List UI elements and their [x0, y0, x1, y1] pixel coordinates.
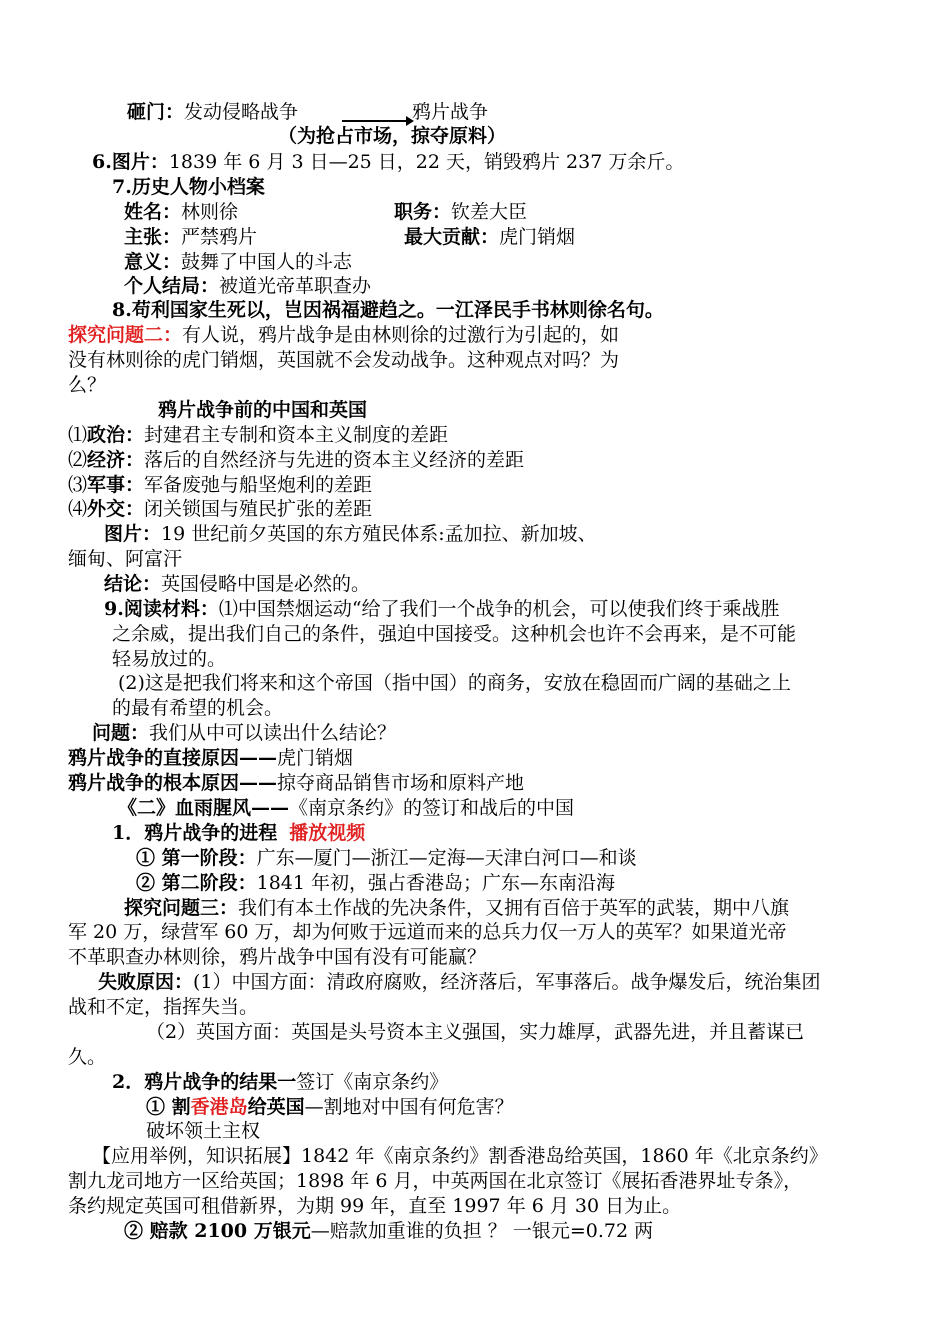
war-result — [112, 1070, 448, 1094]
stage-one-value: 广东—厦门—浙江—定海—天津白河口—和谈 — [256, 847, 637, 869]
apply-line2: 割九龙司地方一区给英国；1898 年 6 月，中英两国在北京签订《展拓香港界址专条》， — [68, 1170, 803, 1192]
war-process-key: 1．鸦片战争的进程 — [112, 822, 278, 844]
profile-ending-value: 被道光帝革职查办 — [219, 275, 372, 297]
picture-line-6 — [92, 150, 684, 174]
play-video-link[interactable]: 播放视频 — [289, 822, 366, 844]
result-one-answer: 破坏领土主权 — [146, 1120, 261, 1142]
profile-title — [394, 200, 527, 224]
question-two-text: 有人说，鸦片战争是由林则徐的过激行为引起的，如 — [182, 324, 620, 346]
apply-line3: 条约规定英国可租借新界，为期 99 年，直至 1997 年 6 月 30 日为止。 — [68, 1195, 682, 1217]
colonial-picture-line2: 缅甸、阿富汗 — [68, 548, 183, 570]
reading-text: ⑴中国禁烟运动“给了我们一个战争的机会，可以使我们终于乘战胜 — [218, 598, 780, 620]
question-value: 我们从中可以读出什么结论？ — [149, 722, 397, 744]
compare-item — [68, 423, 448, 447]
compare-key: 外交： — [87, 498, 145, 520]
compare-value: 闭关锁国与殖民扩张的差距 — [144, 498, 373, 520]
reading-line3: 轻易放过的。 — [112, 648, 227, 670]
failure-reasons — [98, 970, 821, 994]
compare-item — [68, 497, 372, 521]
section-two-heading — [118, 796, 574, 820]
apply-line1: 【应用举例，知识拓展】1842 年《南京条约》割香港岛给英国，1860 年《北京条约》 — [92, 1145, 828, 1167]
question-two-line2: 没有林则徐的虎门销烟，英国就不会发动战争。这种观点对吗？为 — [68, 349, 620, 371]
stage-one-key: ① 第一阶段： — [136, 847, 257, 869]
failure-line2: 战和不定，指挥失当。 — [68, 996, 259, 1018]
compare-value: 落后的自然经济与先进的资本主义经济的差距 — [144, 449, 525, 471]
result-one-question: —割地对中国有何危害？ — [304, 1096, 514, 1118]
failure-key: 失败原因： — [98, 971, 194, 993]
result-two — [124, 1219, 653, 1243]
compare-key: 军事： — [87, 474, 145, 496]
war-result-value: 签订《南京条约》 — [296, 1071, 449, 1093]
invasion-purpose: （为抢占市场，掠夺原料） — [278, 125, 507, 147]
reading-key: 9.阅读材料： — [104, 598, 219, 620]
compare-item — [68, 448, 524, 472]
compare-num: ⑴ — [68, 424, 88, 446]
result-two-key: ② 赔款 2100 万银元 — [124, 1220, 311, 1242]
profile-title-value: 钦差大臣 — [451, 201, 528, 223]
profile-contribution-key: 最大贡献： — [404, 226, 500, 248]
stage-two — [136, 871, 615, 895]
reading-line4: (2)这是把我们将来和这个帝国（指中国）的商务，安放在稳固而广阔的基础之上 — [118, 672, 791, 694]
poem-line: 8.苟利国家生死以，岂因祸福避趋之。一江泽民手书林则徐名句。 — [112, 299, 664, 321]
question-three-text: 我们有本土作战的先决条件，又拥有百倍于英军的武装，期中八旗 — [238, 897, 790, 919]
compare-key: 政治： — [87, 424, 145, 446]
result-one-c: 给英国 — [247, 1096, 305, 1118]
picture-label: 6.图片： — [92, 151, 169, 173]
profile-significance-value: 鼓舞了中国人的斗志 — [181, 251, 353, 273]
reading-line2: 之余威，提出我们自己的条件，强迫中国接受。这种机会也许不会再来，是不可能 — [112, 623, 797, 645]
compare-value: 军备废弛与船坚炮利的差距 — [144, 474, 373, 496]
profile-ending — [124, 274, 371, 298]
root-cause — [68, 771, 524, 795]
result-one — [146, 1095, 514, 1119]
invasion-cause: 发动侵略战争 — [184, 101, 299, 123]
compare-item — [68, 473, 372, 497]
war-process — [112, 821, 365, 845]
stage-one — [136, 846, 637, 870]
compare-key: 经济： — [87, 449, 145, 471]
profile-contribution-value: 虎门销烟 — [499, 226, 576, 248]
stage-two-key: ② 第二阶段： — [136, 872, 257, 894]
profile-claim-key: 主张： — [124, 226, 182, 248]
opium-war-label: 鸦片战争 — [412, 101, 489, 123]
question-three-line3: 不革职查办林则徐，鸦片战争中国有没有可能赢？ — [68, 946, 487, 968]
profile-title-key: 职务： — [394, 201, 452, 223]
question-key: 问题： — [92, 722, 150, 744]
root-cause-value: 掠夺商品销售市场和原料产地 — [277, 772, 525, 794]
result-two-value: —赔款加重谁的负担 ？ 一银元=0.72 两 — [310, 1220, 654, 1242]
arrow-icon — [342, 120, 408, 122]
section-two-key: 《二》血雨腥风—— — [118, 797, 290, 819]
direct-cause — [68, 746, 353, 770]
conclusion-value: 英国侵略中国是必然的。 — [161, 573, 371, 595]
colonial-picture — [104, 522, 597, 546]
question-two-line3: 么？ — [68, 374, 107, 396]
profile-ending-key: 个人结局： — [124, 275, 220, 297]
section-two-value: 《南京条约》的签订和战后的中国 — [289, 797, 575, 819]
question — [92, 721, 396, 745]
war-result-key: 2．鸦片战争的结果一 — [112, 1071, 297, 1093]
colonial-picture-key: 图片： — [104, 523, 162, 545]
failure-line3: （2）英国方面：英国是头号资本主义强国，实力雄厚，武器先进，并且蓄谋已 — [146, 1021, 805, 1043]
question-three-key: 探究问题三： — [124, 897, 239, 919]
picture-text: 1839 年 6 月 3 日—25 日，22 天，销毁鸦片 237 万余斤。 — [168, 151, 685, 173]
reading-material — [104, 597, 780, 621]
colonial-picture-text: 19 世纪前夕英国的东方殖民体系:孟加拉、新加坡、 — [161, 523, 597, 545]
stage-two-value: 1841 年初，强占香港岛；广东—东南沿海 — [256, 872, 616, 894]
failure-text: (1）中国方面：清政府腐败，经济落后，军事落后。战争爆发后，统治集团 — [193, 971, 821, 993]
profile-name-key: 姓名： — [124, 201, 182, 223]
profile-heading: 7.历史人物小档案 — [112, 176, 265, 198]
hong-kong-island: 香港岛 — [190, 1096, 248, 1118]
invasion-label: 砸门： — [127, 101, 185, 123]
compare-num: ⑵ — [68, 449, 88, 471]
invasion-line — [127, 100, 298, 124]
reading-line5: 的最有希望的机会。 — [112, 697, 284, 719]
compare-num: ⑷ — [68, 498, 88, 520]
compare-title: 鸦片战争前的中国和英国 — [158, 399, 368, 421]
profile-significance — [124, 250, 352, 274]
failure-line4: 久。 — [68, 1046, 107, 1068]
profile-claim-value: 严禁鸦片 — [181, 226, 258, 248]
question-three-line2: 军 20 万，绿营军 60 万，却为何败于远道而来的总兵力仅一万人的英军？如果道光帝 — [68, 921, 787, 943]
profile-significance-key: 意义： — [124, 251, 182, 273]
root-cause-key: 鸦片战争的根本原因—— — [68, 772, 278, 794]
profile-claim — [124, 225, 257, 249]
profile-name — [124, 200, 238, 224]
profile-contribution — [404, 225, 575, 249]
conclusion — [104, 572, 370, 596]
question-two-label: 探究问题二： — [68, 324, 183, 346]
question-three — [124, 896, 789, 920]
conclusion-key: 结论： — [104, 573, 162, 595]
compare-value: 封建君主专制和资本主义制度的差距 — [144, 424, 449, 446]
question-two — [68, 323, 619, 347]
direct-cause-key: 鸦片战争的直接原因—— — [68, 747, 278, 769]
profile-name-value: 林则徐 — [181, 201, 239, 223]
result-one-a: ① 割 — [146, 1096, 191, 1118]
direct-cause-value: 虎门销烟 — [277, 747, 354, 769]
compare-num: ⑶ — [68, 474, 88, 496]
